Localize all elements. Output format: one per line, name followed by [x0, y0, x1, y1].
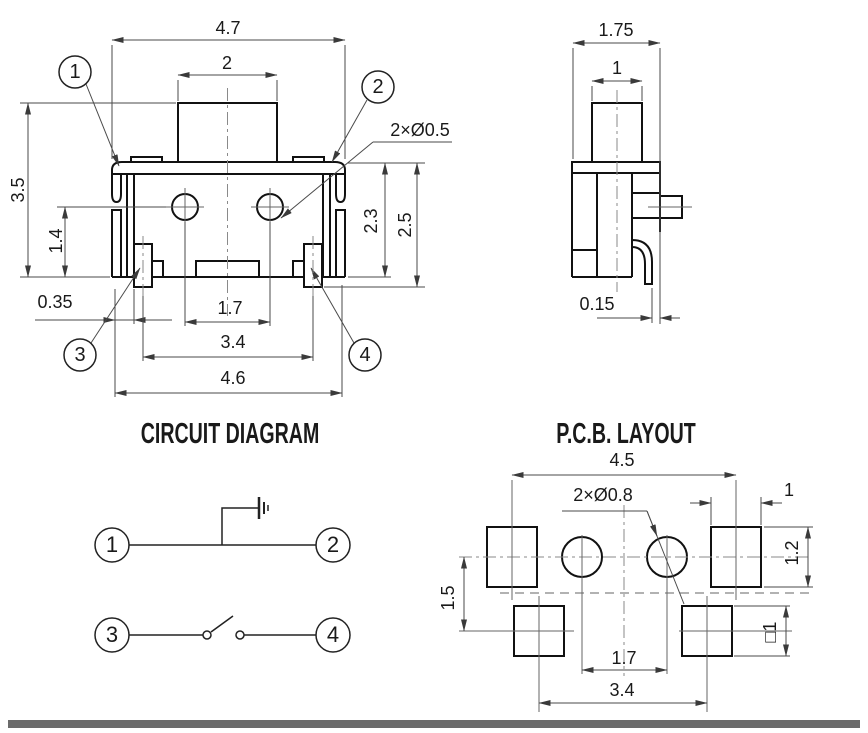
- hole-spec-label: 2×Ø0.5: [390, 120, 450, 140]
- callout-number-4: 4: [359, 344, 371, 366]
- circuit-diagram-title: CIRCUIT DIAGRAM: [140, 417, 320, 450]
- dim-label-1-4: 1.4: [46, 228, 66, 254]
- dim-label-1-5: 1.5: [438, 585, 458, 611]
- dim-label-3-4: 3.4: [220, 332, 246, 352]
- callout-leader-2: [332, 100, 367, 162]
- dim-label-4-7: 4.7: [215, 18, 241, 38]
- pcb-layout-drawing: [459, 475, 813, 712]
- side-strip-left: [112, 210, 121, 277]
- side-body-lines: [572, 173, 632, 277]
- ext-lines-0-35: [115, 289, 134, 397]
- callout-number-1: 1: [69, 61, 81, 83]
- dim-label-1-75: 1.75: [598, 20, 634, 40]
- terminal-number-3: 3: [105, 622, 119, 647]
- circuit-diagram: [95, 497, 350, 652]
- dim-label-0-35: 0.35: [37, 292, 73, 312]
- pcb-hole-label-arrow: [647, 511, 657, 536]
- dim-label-pcb-1-7: 1.7: [611, 648, 637, 668]
- cover-plate: [112, 162, 345, 174]
- callout-leader-1: [86, 84, 119, 166]
- callout-number-2: 2: [372, 76, 384, 98]
- dim-label-pad-1: 1: [783, 480, 795, 500]
- common-tap-wire: [222, 508, 258, 545]
- dim-label-1-7: 1.7: [217, 298, 243, 318]
- pcb-layout-title: P.C.B. LAYOUT: [556, 417, 696, 450]
- side-view-drawing: [572, 43, 692, 324]
- callout-number-3: 3: [74, 344, 86, 366]
- foot-step-right: [293, 261, 304, 277]
- switch-contact-right: [236, 631, 244, 639]
- terminal-number-1: 1: [105, 532, 119, 557]
- switch-blade: [211, 616, 233, 632]
- side-cover-plate: [572, 162, 660, 173]
- dim-label-side-1: 1: [611, 58, 623, 78]
- dim-label-1-2: 1.2: [782, 540, 802, 566]
- switch-contact-left: [203, 631, 211, 639]
- callout-leader-4: [311, 268, 354, 343]
- dim-label-pcb-3-4: 3.4: [609, 680, 635, 700]
- dim-label-3-5: 3.5: [8, 177, 28, 203]
- front-centerlines: [143, 88, 313, 316]
- hole-label-leader: [281, 142, 373, 218]
- side-bent-terminal: [632, 240, 652, 284]
- terminal-number-4: 4: [326, 622, 340, 647]
- foot-step-left: [152, 261, 163, 277]
- side-right-block: [632, 173, 660, 232]
- footer-divider: [8, 720, 860, 728]
- dim-label-2-3: 2.3: [361, 208, 381, 234]
- square-pad-label: □1: [760, 621, 780, 643]
- dim-label-0-15: 0.15: [579, 294, 615, 314]
- pcb-hole-spec-label: 2×Ø0.8: [573, 485, 633, 505]
- terminal-number-2: 2: [326, 532, 340, 557]
- dim-label-4-5: 4.5: [609, 450, 635, 470]
- side-strip-right: [336, 210, 345, 277]
- dim-label-4-6: 4.6: [220, 368, 246, 388]
- dim-label-2: 2: [221, 53, 233, 73]
- dim-label-2-5: 2.5: [395, 212, 415, 238]
